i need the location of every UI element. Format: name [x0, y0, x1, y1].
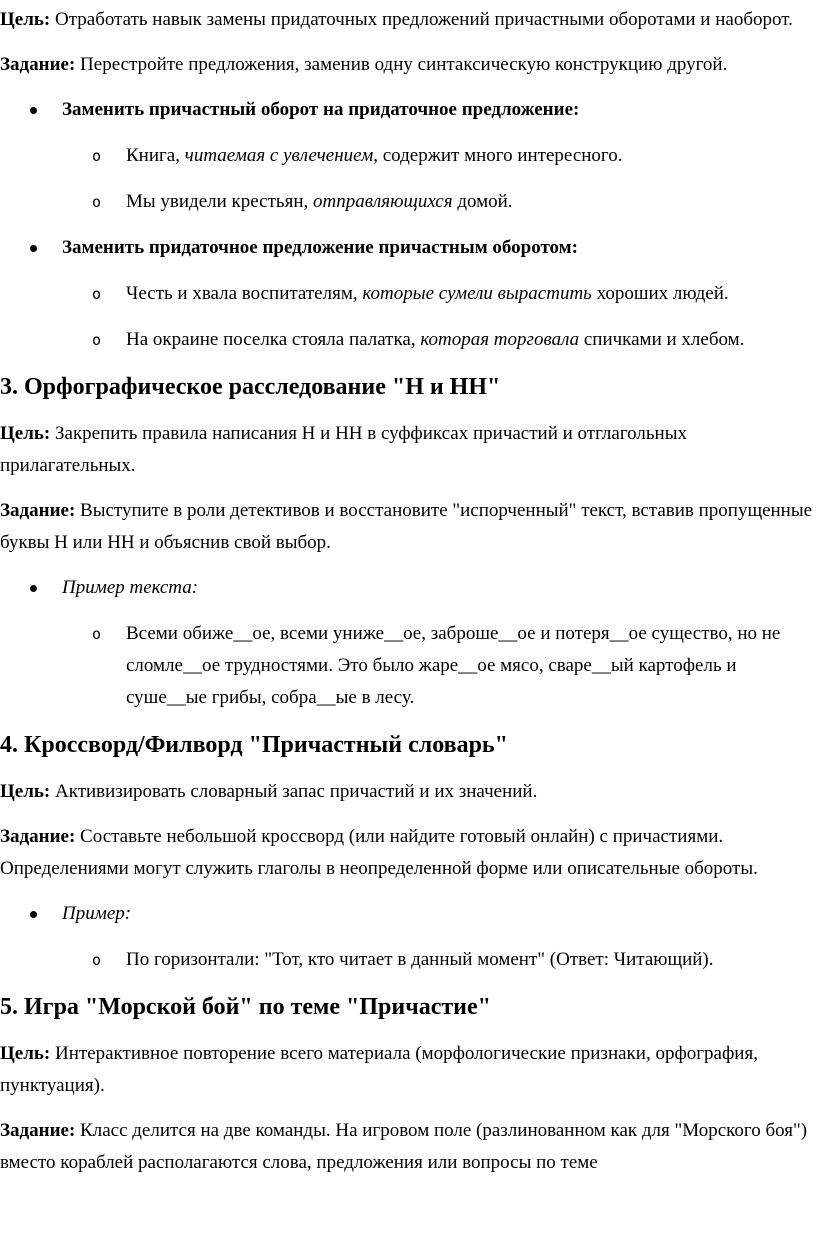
- goal-paragraph: [0, 418, 816, 482]
- goal-label: Цель:: [0, 781, 51, 802]
- goal-text: Интерактивное повторение всего материала (морфологические признаки, орфография, пунктуация).: [0, 1043, 758, 1096]
- list-item: o Всеми обиже__ое, всеми униже__ое, заброше__ое и потеря__ое существо, но не сломле__ое трудностями. Это было жаре__ое мясо, сваре__ый картофель и суше__ые грибы, собра__ые в лесу.: [0, 618, 816, 714]
- bullet-list: [0, 94, 816, 126]
- list-item: o По горизонтали: "Тот, кто читает в данный момент" (Ответ: Читающий).: [0, 944, 816, 976]
- item-text: хороших людей.: [591, 283, 729, 304]
- task-label: Задание:: [0, 500, 76, 521]
- task-label: Задание:: [0, 826, 76, 847]
- sub-list: [0, 140, 816, 218]
- task-text: Выступите в роли детективов и восстановите "испорченный" текст, вставив пропущенные буквы Н или НН и объяснив свой выбор.: [0, 500, 813, 553]
- task-label: Задание:: [0, 54, 76, 75]
- item-text: спичками и хлебом.: [579, 329, 745, 350]
- item-text: , содержит много интересного.: [373, 145, 623, 166]
- bullet-item: Пример текста:: [0, 572, 816, 604]
- bullet-list: [0, 572, 816, 604]
- goal-paragraph: [0, 4, 816, 36]
- goal-label: Цель:: [0, 9, 51, 30]
- goal-text: Активизировать словарный запас причастий и их значений.: [50, 781, 538, 802]
- item-text: Мы увидели крестьян,: [126, 191, 313, 212]
- section-heading: 3. Орфографическое расследование "Н и НН": [0, 374, 501, 400]
- task-paragraph: [0, 495, 816, 559]
- goal-text: Отработать навык замены придаточных предложений причастными оборотами и наоборот.: [50, 9, 793, 30]
- item-text: На окраине поселка стояла палатка,: [126, 329, 421, 350]
- bullet-item: Пример:: [0, 898, 816, 930]
- goal-text: Закрепить правила написания Н и НН в суффиксах причастий и отглагольных прилагательных.: [0, 423, 687, 476]
- task-paragraph: [0, 821, 816, 885]
- item-italic: которые сумели вырастить: [362, 283, 592, 304]
- task-paragraph: [0, 49, 816, 81]
- item-italic: читаемая с увлечением: [184, 145, 374, 166]
- goal-label: Цель:: [0, 1043, 51, 1064]
- goal-label: Цель:: [0, 423, 51, 444]
- sub-list: [0, 618, 816, 714]
- bullet-label: Заменить придаточное предложение причастным оборотом:: [62, 237, 578, 258]
- bullet-item: [0, 232, 816, 264]
- list-item: [0, 140, 816, 172]
- task-text: Перестройте предложения, заменив одну синтаксическую конструкцию другой.: [75, 54, 728, 75]
- section-heading: 4. Кроссворд/Филворд "Причастный словарь": [0, 732, 508, 758]
- task-text: Класс делится на две команды. На игровом поле (разлинованном как для "Морского боя") вместо кораблей располагаются слова, предложения или вопросы по теме: [0, 1120, 808, 1173]
- bullet-list: [0, 898, 816, 930]
- item-text: Книга,: [126, 145, 185, 166]
- sub-list: [0, 944, 816, 976]
- section-heading: 5. Игра "Морской бой" по теме "Причастие": [0, 994, 491, 1020]
- goal-paragraph: [0, 776, 816, 808]
- bullet-label: Заменить причастный оборот на придаточное предложение:: [62, 99, 580, 120]
- sub-list: [0, 278, 816, 356]
- list-item: [0, 324, 816, 356]
- item-italic: которая торговала: [420, 329, 580, 350]
- item-italic: отправляющихся: [313, 191, 453, 212]
- goal-paragraph: [0, 1038, 816, 1102]
- task-label: Задание:: [0, 1120, 76, 1141]
- list-item: [0, 278, 816, 310]
- item-text: Честь и хвала воспитателям,: [126, 283, 363, 304]
- list-item: [0, 186, 816, 218]
- task-paragraph: [0, 1115, 816, 1179]
- bullet-list: [0, 232, 816, 264]
- task-text: Составьте небольшой кроссворд (или найдите готовый онлайн) с причастиями. Определениями могут служить глаголы в неопределенной форме или описательные обороты.: [0, 826, 758, 879]
- bullet-item: [0, 94, 816, 126]
- item-text: домой.: [452, 191, 513, 212]
